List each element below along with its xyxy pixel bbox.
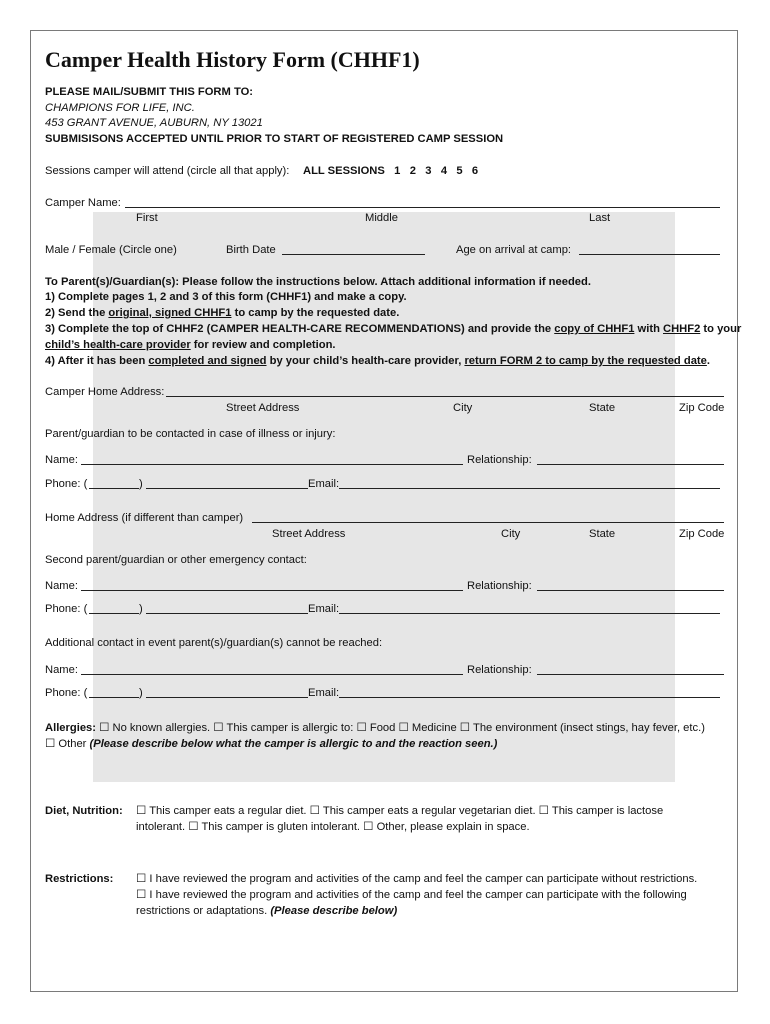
contact2-phone-field[interactable] [146, 613, 308, 614]
checkbox-vegetarian[interactable]: ☐ [309, 805, 320, 817]
contact1-name-field[interactable] [81, 464, 463, 465]
home-address-label: Camper Home Address: [45, 386, 165, 398]
checkbox-diet-other[interactable]: ☐ [363, 821, 374, 833]
contact2-area-code-field[interactable] [89, 613, 139, 614]
checkbox-food[interactable]: ☐ [356, 722, 367, 734]
form-title: Camper Health History Form (CHHF1) [45, 47, 420, 72]
contact1-phone-label: Phone: ( [45, 478, 88, 490]
deadline-notice: SUBMISISONS ACCEPTED UNTIL PRIOR TO START OF REGISTERED CAMP SESSION [45, 133, 504, 145]
sessions-options[interactable]: ALL SESSIONS 1 2 3 4 5 6 [303, 165, 479, 177]
allergies-label: Allergies: [45, 722, 96, 734]
home2-state-caption: State [589, 528, 616, 540]
contact3-name-field[interactable] [81, 674, 463, 675]
diet-line-1: ☐ This camper eats a regular diet. ☐ This camper eats a regular vegetarian diet. ☐ This camper is lactose [136, 805, 664, 817]
home2-street-caption: Street Address [272, 528, 346, 540]
birth-date-field[interactable] [282, 254, 425, 255]
home2-label: Home Address (if different than camper) [45, 512, 244, 524]
contact1-phone-field[interactable] [146, 488, 308, 489]
birth-date-label: Birth Date [226, 244, 276, 256]
contact2-name-label: Name: [45, 580, 78, 592]
contact1-relationship-field[interactable] [537, 464, 724, 465]
contact2-name-field[interactable] [81, 590, 463, 591]
restrictions-label: Restrictions: [45, 873, 114, 885]
instructions-intro: To Parent(s)/Guardian(s): Please follow the instructions below. Attach additional information if needed. [45, 276, 591, 288]
sex-label: Male / Female (Circle one) [45, 244, 177, 256]
contact3-phone-label: Phone: ( [45, 687, 88, 699]
org-address: 453 GRANT AVENUE, AUBURN, NY 13021 [45, 117, 263, 129]
allergies-line-1: Allergies: ☐ No known allergies. ☐ This camper is allergic to: ☐ Food ☐ Medicine ☐ The environment (insect stings, hay fever, etc.) [45, 722, 705, 734]
instruction-step-1: 1) Complete pages 1, 2 and 3 of this form (CHHF1) and make a copy. [45, 291, 407, 303]
diet-label: Diet, Nutrition: [45, 805, 123, 817]
contact3-email-label: Email: [308, 687, 340, 699]
contact2-email-label: Email: [308, 603, 340, 615]
contact1-phone-close: ) [139, 478, 143, 490]
restrictions-line-2: ☐ I have reviewed the program and activities of the camp and feel the camper can participate with the following [136, 889, 687, 901]
checkbox-other-allergy[interactable]: ☐ [45, 738, 56, 750]
camper-name-field[interactable] [125, 207, 720, 208]
contact2-relationship-field[interactable] [537, 590, 724, 591]
last-caption: Last [589, 212, 611, 224]
contact3-name-label: Name: [45, 664, 78, 676]
checkbox-environment[interactable]: ☐ [459, 722, 471, 734]
checkbox-lactose[interactable]: ☐ [538, 805, 549, 817]
contact1-heading: Parent/guardian to be contacted in case of illness or injury: [45, 428, 336, 440]
checkbox-no-allergies[interactable]: ☐ [99, 722, 110, 734]
diet-line-2: intolerant. ☐ This camper is gluten intolerant. ☐ Other, please explain in space. [136, 821, 530, 833]
middle-caption: Middle [365, 212, 398, 224]
checkbox-medicine[interactable]: ☐ [398, 722, 409, 734]
contact1-email-field[interactable] [339, 488, 720, 489]
instruction-step-2: 2) Send the original, signed CHHF1 to camp by the requested date. [45, 307, 400, 319]
mail-heading: PLEASE MAIL/SUBMIT THIS FORM TO: [45, 86, 254, 98]
contact3-heading: Additional contact in event parent(s)/guardian(s) cannot be reached: [45, 637, 383, 649]
contact2-email-field[interactable] [339, 613, 720, 614]
contact1-name-label: Name: [45, 454, 78, 466]
contact2-phone-label: Phone: ( [45, 603, 88, 615]
restrictions-line-3: restrictions or adaptations. (Please describe below) [136, 905, 398, 917]
contact1-relationship-label: Relationship: [467, 454, 532, 466]
instruction-step-3-cont: child’s health-care provider for review and completion. [45, 339, 336, 351]
contact2-phone-close: ) [139, 603, 143, 615]
contact3-phone-field[interactable] [146, 697, 308, 698]
org-name: CHAMPIONS FOR LIFE, INC. [45, 102, 195, 114]
contact3-email-field[interactable] [339, 697, 720, 698]
home2-address-field[interactable] [252, 522, 724, 523]
contact3-relationship-field[interactable] [537, 674, 724, 675]
home2-city-caption: City [501, 528, 521, 540]
contact2-relationship-label: Relationship: [467, 580, 532, 592]
state-caption: State [589, 402, 616, 414]
checkbox-no-restrictions[interactable]: ☐ [136, 873, 147, 885]
first-caption: First [136, 212, 158, 224]
allergies-line-2: ☐ Other (Please describe below what the camper is allergic to and the reaction seen.) [45, 738, 498, 750]
checkbox-regular-diet[interactable]: ☐ [136, 805, 147, 817]
age-label: Age on arrival at camp: [456, 244, 572, 256]
checkbox-gluten[interactable]: ☐ [188, 821, 199, 833]
zip-caption: Zip Code [679, 402, 725, 414]
restrictions-line-1: ☐ I have reviewed the program and activities of the camp and feel the camper can participate without restrictions. [136, 873, 698, 885]
camper-name-label: Camper Name: [45, 197, 121, 209]
home-address-field[interactable] [166, 396, 724, 397]
home2-zip-caption: Zip Code [679, 528, 725, 540]
street-caption: Street Address [226, 402, 300, 414]
age-field[interactable] [579, 254, 720, 255]
contact3-relationship-label: Relationship: [467, 664, 532, 676]
contact1-area-code-field[interactable] [89, 488, 139, 489]
contact3-phone-close: ) [139, 687, 143, 699]
checkbox-with-restrictions[interactable]: ☐ [136, 889, 147, 901]
city-caption: City [453, 402, 473, 414]
contact3-area-code-field[interactable] [89, 697, 139, 698]
contact1-email-label: Email: [308, 478, 340, 490]
checkbox-allergic[interactable]: ☐ [213, 722, 224, 734]
sessions-prompt: Sessions camper will attend (circle all that apply): [45, 165, 290, 177]
contact2-heading: Second parent/guardian or other emergency contact: [45, 554, 307, 566]
instruction-step-4: 4) After it has been completed and signed by your child’s health-care provider, return FORM 2 to camp by the requested date. [45, 355, 710, 367]
instruction-step-3: 3) Complete the top of CHHF2 (CAMPER HEALTH-CARE RECOMMENDATIONS) and provide the copy of CHHF1 with CHHF2 to your [45, 323, 742, 335]
